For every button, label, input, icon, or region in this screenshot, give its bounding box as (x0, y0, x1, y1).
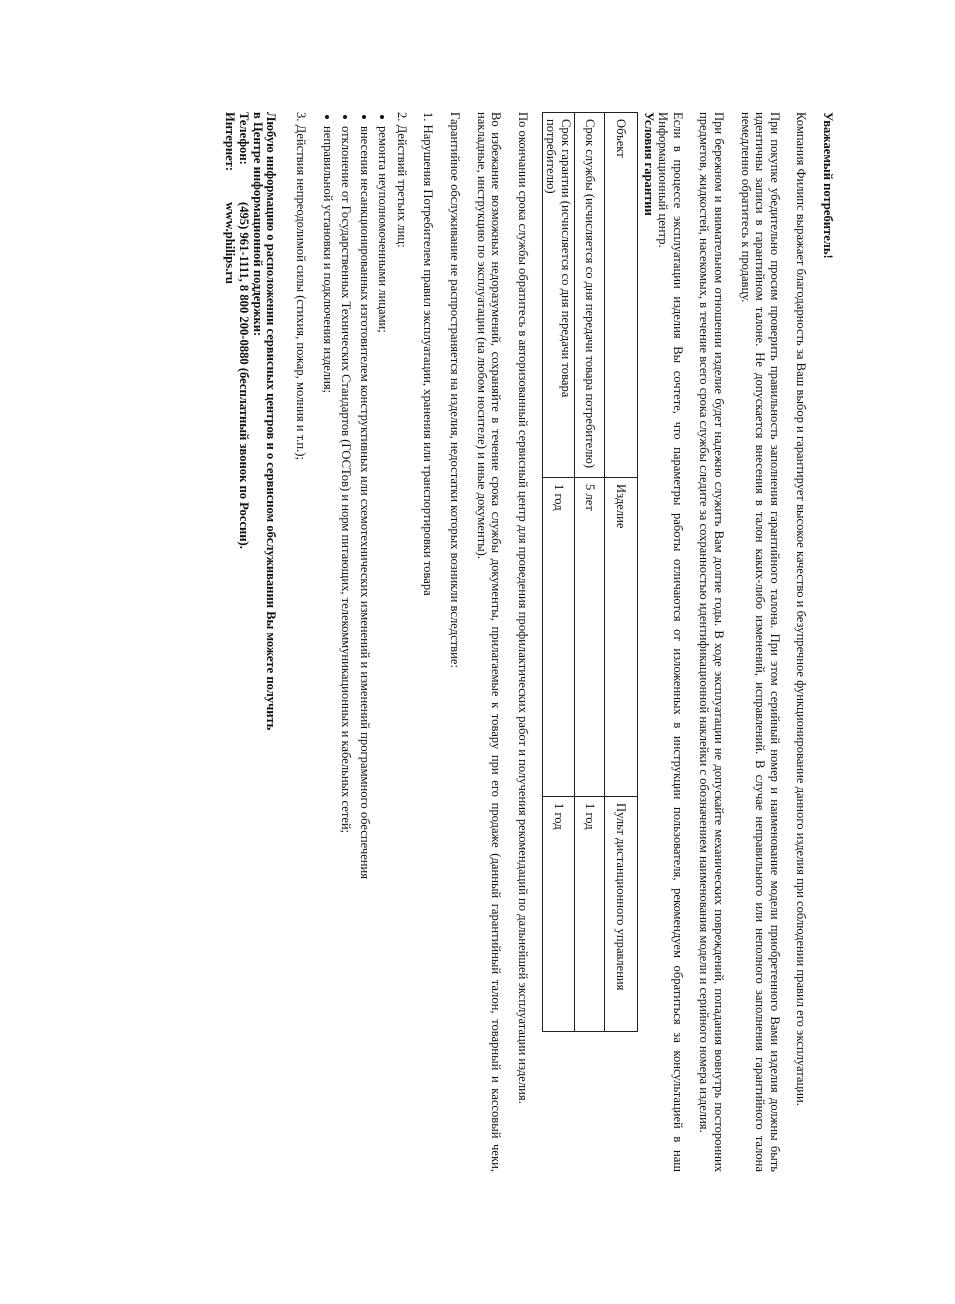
internet-link[interactable]: www.philips.ru (223, 202, 238, 284)
service-life-paragraph: По окончании срока службы обратитесь в авторизованный сервисный центр для проведения профилактических работ и получения рекомендаций по дальнейшей эксплуатации изделия. (515, 112, 530, 1104)
phone-line (237, 112, 251, 1172)
table-header-row (605, 113, 638, 1032)
care-paragraph: При бережном и внимательном отношении изделие будет надежно служить Вам долгие годы. В ходе эксплуатации не допускайте механических повреждений, попадания вовнутрь посторонних предметов, жидкостей, насекомых, в течение всего срока службы следите за сохранностью идентификационной наклейки с обозначением наименования модели и серийного номера изделия. (697, 112, 727, 1172)
list-item: отклонение от Государственных Технических Стандартов (ГОСТов) и норм питающих, телекоммуникационных и кабельных сетей; (339, 112, 354, 1172)
document-title: Уважаемый потребитель! (821, 112, 835, 259)
list-item: неправильной установки и подключения изделия; (320, 112, 335, 1172)
table-row (575, 113, 605, 1032)
consult-paragraph: Если в процессе эксплуатации изделия Вы сочтете, что параметры работы отличаются от изложенных в инструкции пользователя, рекомендуем обратиться за консультацией в наш Информационный центр. (656, 112, 685, 1172)
table-header-product: Изделие (605, 478, 638, 797)
table-header-remote: Пульт дистанционного управления (605, 797, 638, 1032)
table-cell: Срок гарантии (исчисляется со дня передачи товара потребителю) (542, 113, 574, 478)
intro-paragraph: Компания Филипс выражает благодарность за Ваш выбор и гарантирует высокое качество и безупречное функционирование данного изделия при соблюдении правил его эксплуатации. (794, 112, 809, 1106)
table-row (542, 113, 574, 1032)
check-coupon-paragraph: При покупке убедительно просим проверить правильность заполнения гарантийного талона. При этом серийный номер и наименование модели приобретенного Вами изделия должны быть идентичны записи в гарантийном талоне. Не допускается внесения в талон каких-либо изменений, исправлений. В случае неправильного или неполного заполнения гарантийного талона немедленно обратитесь к продавцу. (738, 112, 782, 1172)
table-cell: 5 лет (575, 478, 605, 797)
warranty-heading: Условия гарантии (641, 112, 656, 216)
phone-label: Телефон: (237, 112, 252, 165)
documents-paragraph: Во избежание возможных недоразумений, сохраняйте в течение срока службы документы, прилагаемые к товару при его продаже (данный гарантийный талон, товарный и кассовый чеки, накладные, инструкцию по эксплуатации (на любом носителе) и иные документы). (474, 112, 504, 1172)
list-item: внесения несанкционированных изготовителем конструктивных или схемотехнических изменений и изменений программного обеспечения (357, 112, 372, 1172)
warranty-terms-table (542, 112, 638, 1032)
table-cell: Срок службы (исчисляется со дня передачи товара потребителю) (575, 113, 605, 478)
internet-line (223, 112, 237, 1172)
support-info-line: Любую информацию о расположении сервисных центров и о сервисном обслуживании Вы можете получить (264, 112, 279, 731)
exclusion-item-1: 1. Нарушения Потребителем правил эксплуатации, хранения или транспортировки товара (421, 112, 436, 596)
third-party-list (320, 112, 390, 1172)
phone-value: (495) 961-1111, 8 800 200-0880 (бесплатный звонок по России). (237, 202, 252, 549)
list-item: ремонта неуполномоченными лицами; (376, 112, 391, 1172)
table-cell: 1 год (542, 797, 574, 1032)
support-center-line: в Центре информационной поддержки: (251, 112, 266, 337)
table-header-object: Объект (605, 113, 638, 478)
exclusions-intro: Гарантийное обслуживание не распространяется на изделия, недостатки которых возникли вследствие: (448, 112, 463, 668)
table-cell: 1 год (542, 478, 574, 797)
exclusion-item-2: 2. Действий третьих лиц: (394, 112, 409, 248)
warranty-document (115, 112, 835, 1172)
table-cell: 1 год (575, 797, 605, 1032)
exclusion-item-3: 3. Действия непреодолимой силы (стихия, пожар, молния и т.п.); (293, 112, 308, 460)
internet-label: Интернет: (223, 112, 238, 172)
